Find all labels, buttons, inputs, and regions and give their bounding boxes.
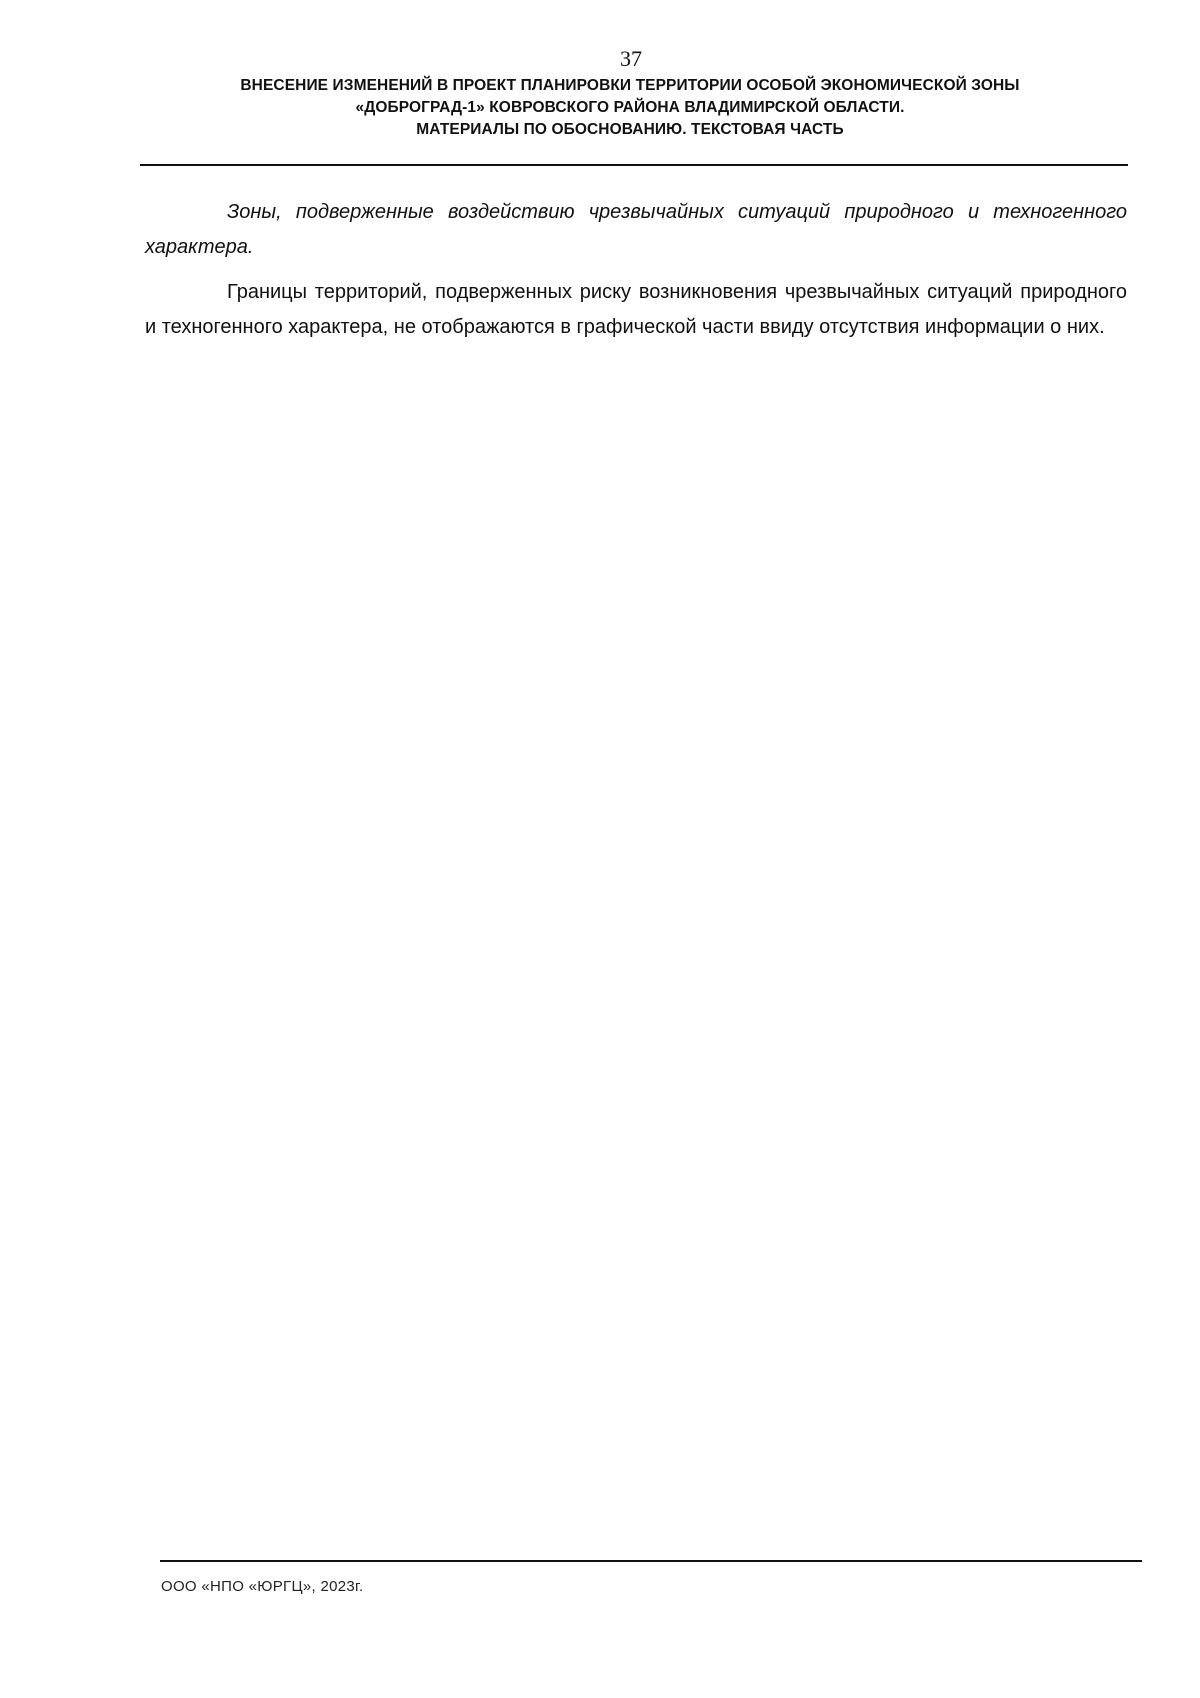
footer-divider	[160, 1560, 1142, 1562]
page-number: 37	[620, 46, 642, 71]
header-line-2: «ДОБРОГРАД-1» КОВРОВСКОГО РАЙОНА ВЛАДИМИРСКОЙ ОБЛАСТИ.	[355, 99, 905, 116]
page-content	[145, 195, 1127, 345]
header-line-3: МАТЕРИАЛЫ ПО ОБОСНОВАНИЮ. ТЕКСТОВАЯ ЧАСТЬ	[416, 121, 844, 138]
section-heading: Зоны, подверженные воздействию чрезвычайных ситуаций природного и техногенного характера.	[145, 201, 1127, 258]
body-paragraph: Границы территорий, подверженных риску возникновения чрезвычайных ситуаций природного и техногенного характера, не отображаются в графической части ввиду отсутствия информации о них.	[145, 281, 1127, 338]
header-line-1: ВНЕСЕНИЕ ИЗМЕНЕНИЙ В ПРОЕКТ ПЛАНИРОВКИ ТЕРРИТОРИИ ОСОБОЙ ЭКОНОМИЧЕСКОЙ ЗОНЫ	[240, 77, 1020, 94]
header-divider	[140, 164, 1128, 166]
footer-text: ООО «НПО «ЮРГЦ», 2023г.	[161, 1578, 364, 1595]
document-header	[140, 75, 1120, 141]
